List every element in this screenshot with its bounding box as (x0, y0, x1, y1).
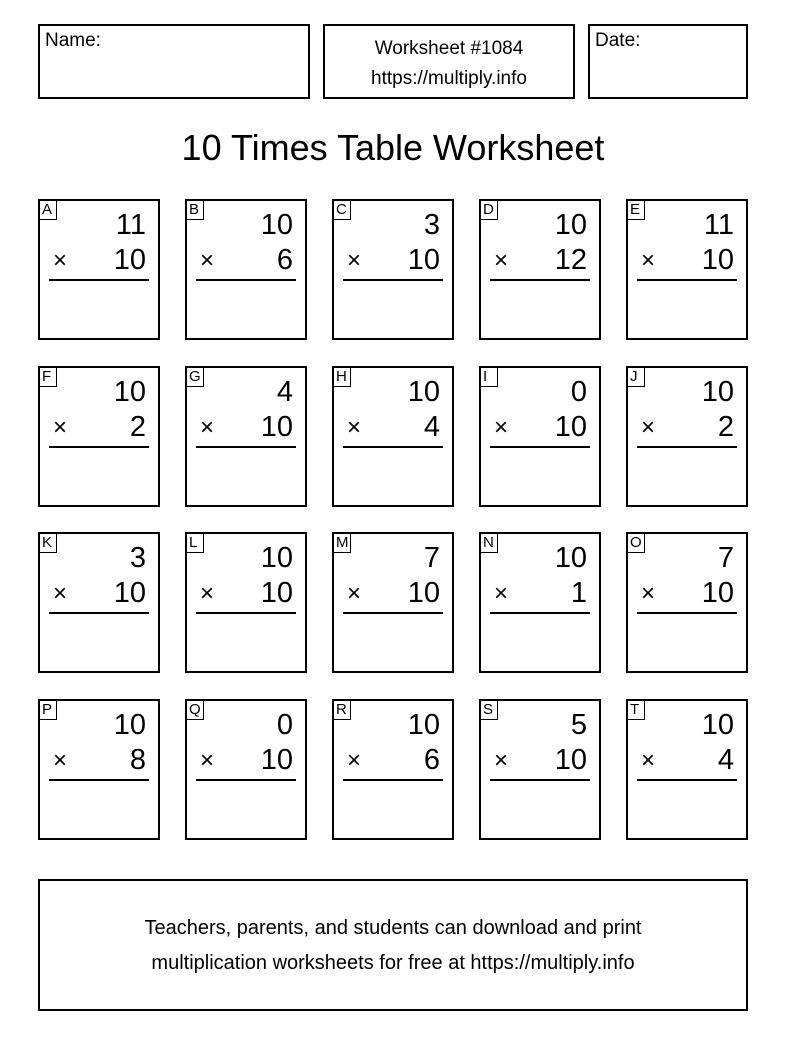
multiplier: 4 (423, 411, 440, 443)
problem-card (185, 366, 307, 507)
multiplicand: 3 (423, 209, 440, 241)
multiplicand: 3 (129, 542, 146, 574)
problem-card (185, 532, 307, 673)
problem-letter: N (480, 533, 498, 553)
multiplier: 10 (701, 577, 734, 609)
date-label: Date: (595, 30, 641, 51)
worksheet-info-box (323, 24, 575, 99)
multiply-sign: × (347, 414, 362, 441)
problem-letter: O (627, 533, 645, 553)
multiplier: 10 (113, 577, 146, 609)
answer-space[interactable] (343, 283, 443, 332)
problem-card (479, 699, 601, 840)
multiplier: 12 (554, 244, 587, 276)
multiplicand: 10 (407, 376, 440, 408)
multiplicand: 10 (701, 709, 734, 741)
multiply-sign: × (53, 580, 68, 607)
answer-line (490, 612, 590, 614)
multiplicand: 7 (423, 542, 440, 574)
answer-space[interactable] (196, 283, 296, 332)
worksheet-url: https://multiply.info (371, 68, 527, 89)
multiply-sign: × (200, 247, 215, 274)
multiply-sign: × (641, 580, 656, 607)
answer-line (49, 446, 149, 448)
multiplicand: 11 (703, 209, 734, 241)
answer-space[interactable] (343, 450, 443, 499)
name-label: Name: (45, 30, 101, 51)
answer-space[interactable] (49, 783, 149, 832)
answer-space[interactable] (49, 450, 149, 499)
problem-card (332, 532, 454, 673)
multiplicand: 10 (701, 376, 734, 408)
multiplier: 2 (717, 411, 734, 443)
answer-line (343, 279, 443, 281)
problem-letter: B (186, 200, 204, 220)
answer-space[interactable] (196, 616, 296, 665)
answer-line (343, 779, 443, 781)
problem-letter: J (627, 367, 645, 387)
problem-card (626, 366, 748, 507)
answer-line (49, 279, 149, 281)
problem-letter: A (39, 200, 57, 220)
answer-line (196, 446, 296, 448)
problem-letter: S (480, 700, 498, 720)
answer-space[interactable] (637, 283, 737, 332)
multiplier: 10 (260, 744, 293, 776)
problem-card (626, 199, 748, 340)
answer-line (490, 779, 590, 781)
problem-letter: M (333, 533, 351, 553)
multiplier: 10 (407, 244, 440, 276)
problem-letter: T (627, 700, 645, 720)
problem-card (626, 532, 748, 673)
answer-space[interactable] (637, 616, 737, 665)
multiply-sign: × (347, 747, 362, 774)
problem-card (332, 199, 454, 340)
answer-space[interactable] (343, 783, 443, 832)
problem-letter: E (627, 200, 645, 220)
answer-line (343, 612, 443, 614)
problem-letter: P (39, 700, 57, 720)
answer-line (637, 279, 737, 281)
multiplicand: 0 (570, 376, 587, 408)
multiply-sign: × (53, 747, 68, 774)
problem-card (38, 199, 160, 340)
problem-letter: K (39, 533, 57, 553)
problem-card (479, 366, 601, 507)
multiplier: 6 (423, 744, 440, 776)
multiply-sign: × (347, 247, 362, 274)
answer-space[interactable] (490, 450, 590, 499)
date-field[interactable] (588, 24, 748, 99)
answer-line (490, 279, 590, 281)
multiplicand: 10 (407, 709, 440, 741)
answer-space[interactable] (49, 616, 149, 665)
answer-line (343, 446, 443, 448)
multiply-sign: × (641, 247, 656, 274)
problem-card (332, 699, 454, 840)
multiplier: 1 (570, 577, 587, 609)
problem-card (38, 532, 160, 673)
multiplicand: 10 (260, 542, 293, 574)
multiplier: 10 (701, 244, 734, 276)
multiplicand: 10 (554, 542, 587, 574)
answer-space[interactable] (196, 783, 296, 832)
problem-letter: C (333, 200, 351, 220)
problem-letter: H (333, 367, 351, 387)
multiplicand: 10 (113, 709, 146, 741)
multiply-sign: × (494, 247, 509, 274)
answer-space[interactable] (343, 616, 443, 665)
worksheet-number: Worksheet #1084 (374, 38, 524, 59)
answer-space[interactable] (637, 450, 737, 499)
footer-line-1: Teachers, parents, and students can download and print (144, 917, 642, 939)
answer-line (196, 779, 296, 781)
multiply-sign: × (641, 747, 656, 774)
problem-card (38, 699, 160, 840)
multiplier: 10 (260, 577, 293, 609)
answer-space[interactable] (637, 783, 737, 832)
problem-letter: R (333, 700, 351, 720)
multiplier: 10 (554, 744, 587, 776)
footer-line-2: multiplication worksheets for free at https://multiply.info (151, 952, 635, 974)
problem-card (185, 199, 307, 340)
problem-card (38, 366, 160, 507)
problem-card (185, 699, 307, 840)
multiplier: 8 (129, 744, 146, 776)
multiplicand: 7 (717, 542, 734, 574)
multiplier: 6 (276, 244, 293, 276)
multiplier: 2 (129, 411, 146, 443)
answer-line (637, 612, 737, 614)
multiplicand: 4 (276, 376, 293, 408)
problem-letter: G (186, 367, 204, 387)
multiplier: 10 (407, 577, 440, 609)
multiply-sign: × (53, 414, 68, 441)
multiply-sign: × (347, 580, 362, 607)
multiply-sign: × (200, 747, 215, 774)
multiply-sign: × (200, 580, 215, 607)
answer-line (196, 612, 296, 614)
multiply-sign: × (494, 414, 509, 441)
answer-line (49, 612, 149, 614)
answer-space[interactable] (490, 783, 590, 832)
multiplicand: 11 (115, 209, 146, 241)
multiplicand: 10 (554, 209, 587, 241)
multiplicand: 5 (570, 709, 587, 741)
answer-line (637, 779, 737, 781)
problem-card (479, 532, 601, 673)
name-field[interactable] (38, 24, 310, 99)
multiply-sign: × (641, 414, 656, 441)
problem-card (626, 699, 748, 840)
answer-line (490, 446, 590, 448)
multiplier: 10 (113, 244, 146, 276)
multiply-sign: × (53, 247, 68, 274)
multiply-sign: × (494, 580, 509, 607)
multiplier: 4 (717, 744, 734, 776)
answer-line (49, 779, 149, 781)
answer-space[interactable] (49, 283, 149, 332)
problem-letter: D (480, 200, 498, 220)
problem-card (479, 199, 601, 340)
multiply-sign: × (494, 747, 509, 774)
answer-space[interactable] (196, 450, 296, 499)
multiplier: 10 (260, 411, 293, 443)
multiplier: 10 (554, 411, 587, 443)
answer-space[interactable] (490, 616, 590, 665)
multiplicand: 0 (276, 709, 293, 741)
answer-line (637, 446, 737, 448)
multiplicand: 10 (113, 376, 146, 408)
multiply-sign: × (200, 414, 215, 441)
footer-box (38, 879, 748, 1011)
problem-letter: L (186, 533, 204, 553)
problem-card (332, 366, 454, 507)
page-title: 10 Times Table Worksheet (181, 127, 605, 168)
problem-letter: F (39, 367, 57, 387)
answer-line (196, 279, 296, 281)
problem-letter: I (480, 367, 498, 387)
multiplicand: 10 (260, 209, 293, 241)
answer-space[interactable] (490, 283, 590, 332)
problem-letter: Q (186, 700, 204, 720)
